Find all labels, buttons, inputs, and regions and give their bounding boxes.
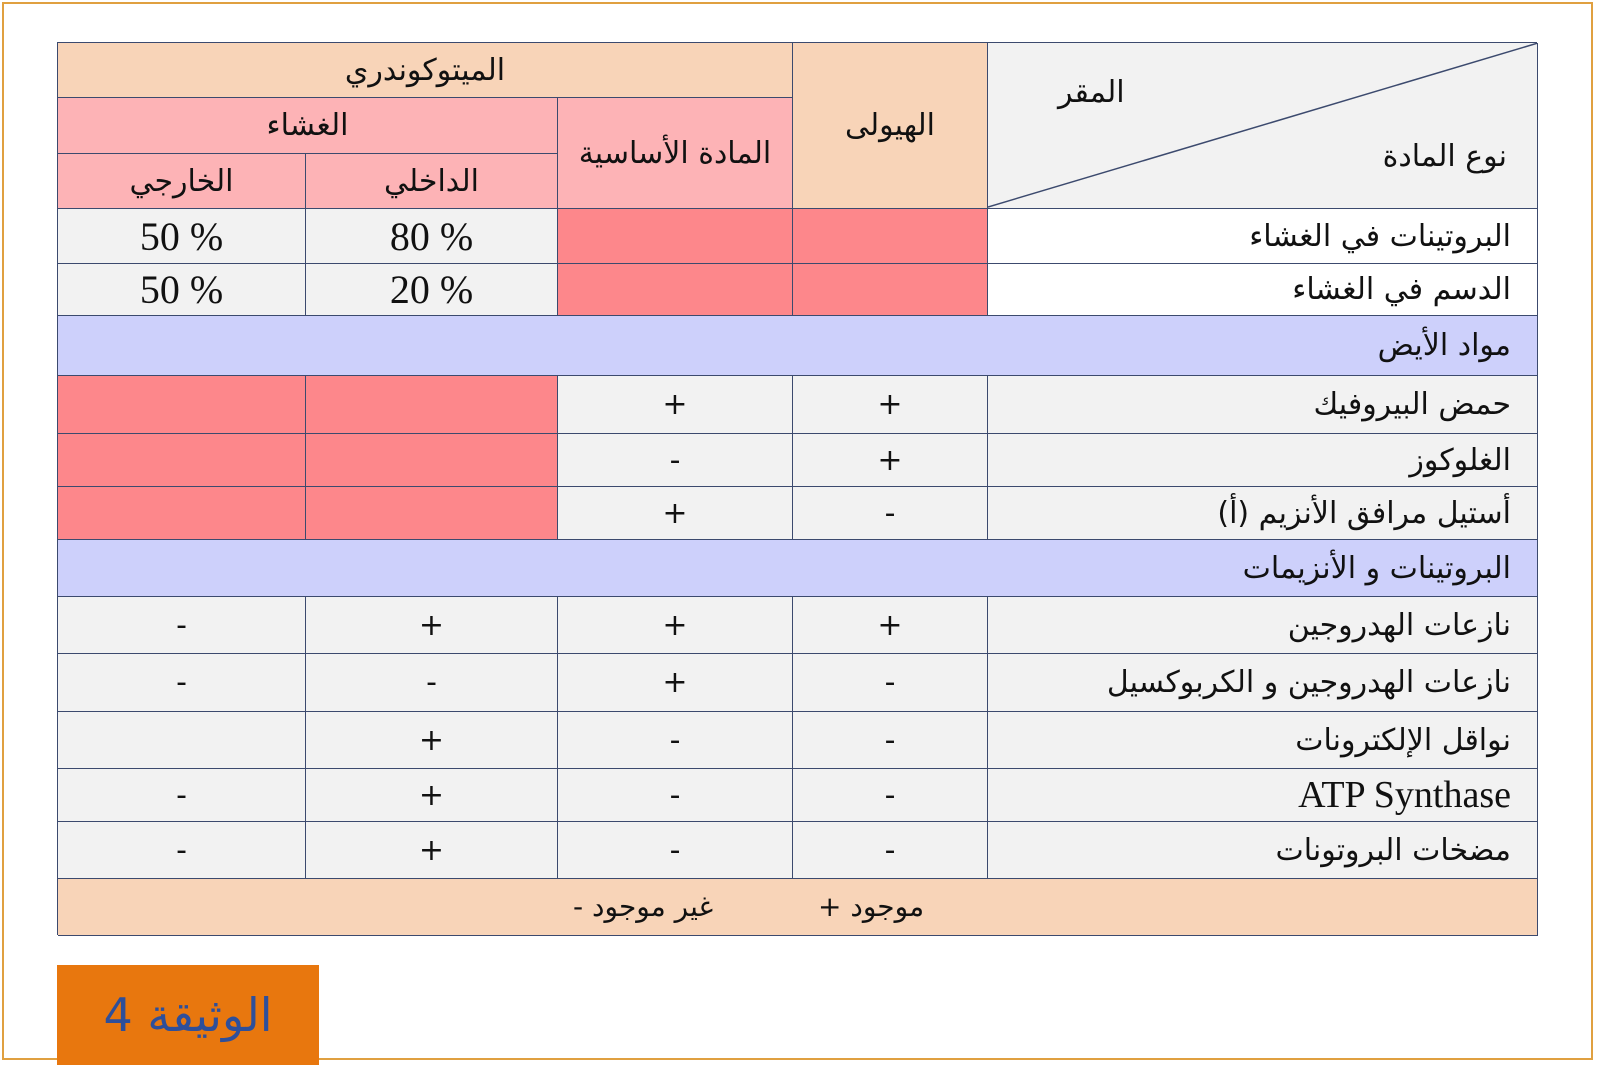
matrix-value: + <box>558 487 793 540</box>
row-label: الغلوكوز <box>988 434 1538 487</box>
inner-value: + <box>306 712 558 769</box>
matrix-value: + <box>558 654 793 712</box>
inner-na-cell <box>306 376 558 434</box>
inner-value: + <box>306 822 558 879</box>
inner-value: + <box>306 769 558 822</box>
inner-na-cell <box>306 487 558 540</box>
substance-type-header: نوع المادة <box>1382 139 1507 174</box>
section-metabolism: مواد الأيض <box>58 316 1538 376</box>
legend-absent: - غير موجود <box>573 890 714 923</box>
outer-value <box>58 712 306 769</box>
row-label: الدسم في الغشاء <box>988 264 1538 316</box>
row-label: أستيل مرافق الأنزيم (أ) <box>988 487 1538 540</box>
diagonal-divider <box>988 43 1538 209</box>
row-label: ATP Synthase <box>988 769 1538 822</box>
cytoplasm-value: + <box>793 434 988 487</box>
row-label: البروتينات في الغشاء <box>988 209 1538 264</box>
matrix-header: المادة الأساسية <box>558 98 793 209</box>
cytoplasm-na-cell <box>793 209 988 264</box>
outer-na-cell <box>58 487 306 540</box>
row-label: حمض البيروفيك <box>988 376 1538 434</box>
cytoplasm-value: - <box>793 487 988 540</box>
inner-value: 20 % <box>306 264 558 316</box>
cytoplasm-na-cell <box>793 264 988 316</box>
matrix-value: - <box>558 434 793 487</box>
row-label: مضخات البروتونات <box>988 822 1538 879</box>
document-label: الوثيقة 4 <box>57 965 319 1065</box>
cytoplasm-value: + <box>793 376 988 434</box>
location-header: المقر <box>1058 75 1125 110</box>
outer-value: 50 % <box>58 209 306 264</box>
row-label: نواقل الإلكترونات <box>988 712 1538 769</box>
inner-na-cell <box>306 434 558 487</box>
outer-value: - <box>58 597 306 654</box>
outer-na-cell <box>58 376 306 434</box>
outer-membrane-header: الخارجي <box>58 154 306 209</box>
row-label: نازعات الهدروجين <box>988 597 1538 654</box>
matrix-na-cell <box>558 209 793 264</box>
matrix-value: - <box>558 769 793 822</box>
legend-row <box>58 879 1538 936</box>
outer-value: 50 % <box>58 264 306 316</box>
data-table <box>57 42 1537 935</box>
outer-value: - <box>58 654 306 712</box>
inner-value: - <box>306 654 558 712</box>
inner-value: + <box>306 597 558 654</box>
inner-membrane-header: الداخلي <box>306 154 558 209</box>
cytoplasm-value: - <box>793 654 988 712</box>
outer-value: - <box>58 822 306 879</box>
matrix-value: + <box>558 376 793 434</box>
matrix-na-cell <box>558 264 793 316</box>
cytoplasm-value: - <box>793 712 988 769</box>
cytoplasm-header: الهيولى <box>793 43 988 209</box>
matrix-value: - <box>558 712 793 769</box>
mitochondria-header: الميتوكوندري <box>58 43 793 98</box>
legend-present: + موجود <box>818 890 925 923</box>
outer-value: - <box>58 769 306 822</box>
corner-header-cell <box>988 43 1538 209</box>
inner-value: 80 % <box>306 209 558 264</box>
outer-na-cell <box>58 434 306 487</box>
membrane-header: الغشاء <box>58 98 558 154</box>
cytoplasm-value: + <box>793 597 988 654</box>
section-enzymes: البروتينات و الأنزيمات <box>58 540 1538 597</box>
matrix-value: + <box>558 597 793 654</box>
matrix-value: - <box>558 822 793 879</box>
cytoplasm-value: - <box>793 769 988 822</box>
cytoplasm-value: - <box>793 822 988 879</box>
row-label: نازعات الهدروجين و الكربوكسيل <box>988 654 1538 712</box>
